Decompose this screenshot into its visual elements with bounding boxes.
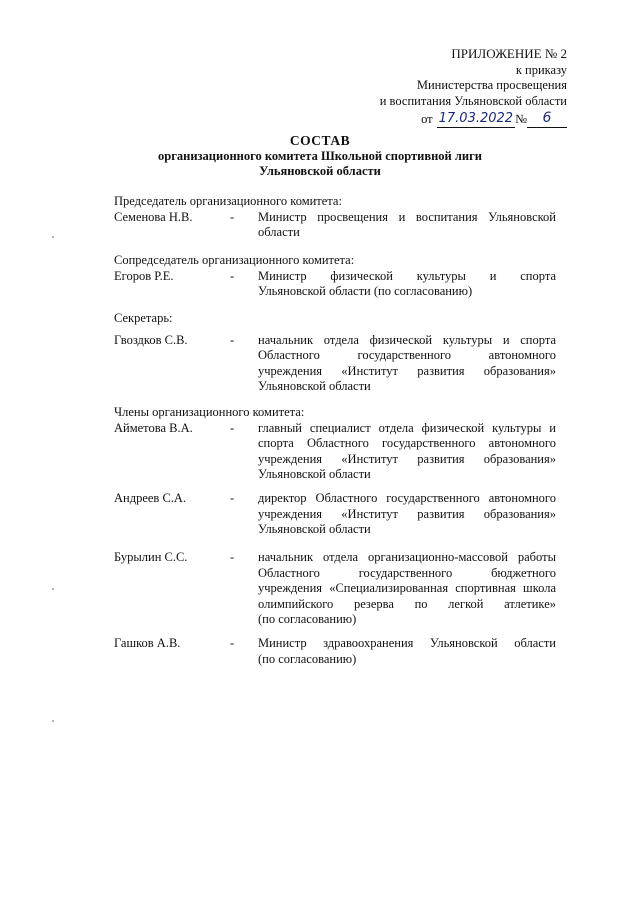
desc-line: области <box>258 225 300 239</box>
secretary-section <box>114 311 556 395</box>
date-prefix: от <box>421 112 433 126</box>
member-dash: - <box>230 332 235 347</box>
member-burylin <box>114 550 556 628</box>
member-description <box>258 636 556 667</box>
member-dash: - <box>230 268 235 283</box>
chairman-heading: Председатель организационного комитета: <box>114 194 342 208</box>
member-row <box>114 491 556 538</box>
member-description <box>258 269 556 300</box>
chairman-section <box>114 194 556 241</box>
member-andreev <box>114 491 556 538</box>
member-description <box>258 421 556 483</box>
member-dash: - <box>230 491 235 505</box>
member-row <box>114 421 556 483</box>
desc-line: директор Областного государственного автономного <box>258 491 556 505</box>
document-title <box>0 133 640 180</box>
desc-line: Министр просвещения и воспитания Ульяновской <box>258 209 556 224</box>
member-dash: - <box>230 636 235 650</box>
member-description <box>258 491 556 538</box>
number-sign: № <box>515 112 527 126</box>
appendix-block <box>367 46 567 128</box>
desc-line: учреждения «Институт развития образования» <box>258 363 556 378</box>
member-description <box>258 333 556 395</box>
scan-mark <box>52 236 54 238</box>
member-name: Бурылин С.С. <box>114 550 188 564</box>
appendix-line-1: к приказу <box>515 62 567 77</box>
appendix-line-3: и воспитания Ульяновской области <box>379 93 567 108</box>
member-row <box>114 550 556 628</box>
member-name: Гашков А.В. <box>114 636 181 650</box>
scan-mark <box>52 720 54 722</box>
appendix-title: ПРИЛОЖЕНИЕ № 2 <box>451 46 567 61</box>
desc-line: учреждения «Институт развития образования» <box>258 506 556 521</box>
member-row <box>114 333 556 395</box>
desc-line: Ульяновской области <box>258 379 371 393</box>
desc-line: Ульяновской области <box>258 522 371 536</box>
desc-line: Ульяновской области <box>258 467 371 481</box>
desc-line: Министр физической культуры и спорта <box>258 268 556 283</box>
member-name: Айметова В.А. <box>114 420 193 435</box>
member-dash: - <box>230 209 235 224</box>
member-row <box>114 636 556 667</box>
desc-line: начальник отдела физической культуры и спорта <box>258 332 556 347</box>
desc-line: Министр здравоохранения Ульяновской области <box>258 636 556 650</box>
members-section <box>114 405 556 483</box>
desc-line: главный специалист отдела физической культуры и <box>258 420 556 435</box>
desc-line: учреждения «Специализированная спортивная школа <box>258 581 556 595</box>
cochairman-heading: Сопредседатель организационного комитета: <box>114 253 355 267</box>
desc-line: (по согласованию) <box>258 612 357 626</box>
secretary-heading: Секретарь: <box>114 311 173 325</box>
member-description <box>258 210 556 241</box>
scan-mark <box>52 588 54 590</box>
desc-line: учреждения «Институт развития образования» <box>258 451 556 466</box>
handwritten-date: 17.03.2022 <box>438 111 514 126</box>
desc-line: Областного государственного бюджетного <box>258 565 556 580</box>
title-line-1: СОСТАВ <box>289 133 351 148</box>
member-row <box>114 210 556 241</box>
cochairman-section <box>114 253 556 300</box>
members-heading: Члены организационного комитета: <box>114 405 305 419</box>
title-line-2: организационного комитета Школьной спортивной лиги <box>158 148 482 163</box>
member-dash: - <box>230 550 235 564</box>
member-name: Андреев С.А. <box>114 491 187 505</box>
member-gashkov <box>114 636 556 667</box>
handwritten-number: 6 <box>527 111 567 128</box>
member-name: Гвоздков С.В. <box>114 332 188 347</box>
desc-line: спорта Областного государственного автономного <box>258 436 556 450</box>
desc-line: Ульяновской области (по согласованию) <box>258 284 473 298</box>
desc-line: начальник отдела организационно-массовой работы <box>258 550 556 564</box>
appendix-line-2: Министерства просвещения <box>416 78 567 92</box>
member-name: Егоров Р.Е. <box>114 268 174 283</box>
desc-line: Областного государственного автономного <box>258 348 556 362</box>
member-name: Семенова Н.В. <box>114 209 193 224</box>
member-description <box>258 550 556 628</box>
desc-line: олимпийского резерва по легкой атлетике» <box>258 596 556 611</box>
member-dash: - <box>230 420 235 435</box>
order-date-line <box>367 111 567 128</box>
title-line-3: Ульяновской области <box>259 164 381 178</box>
desc-line: (по согласованию) <box>258 651 357 666</box>
member-row <box>114 269 556 300</box>
